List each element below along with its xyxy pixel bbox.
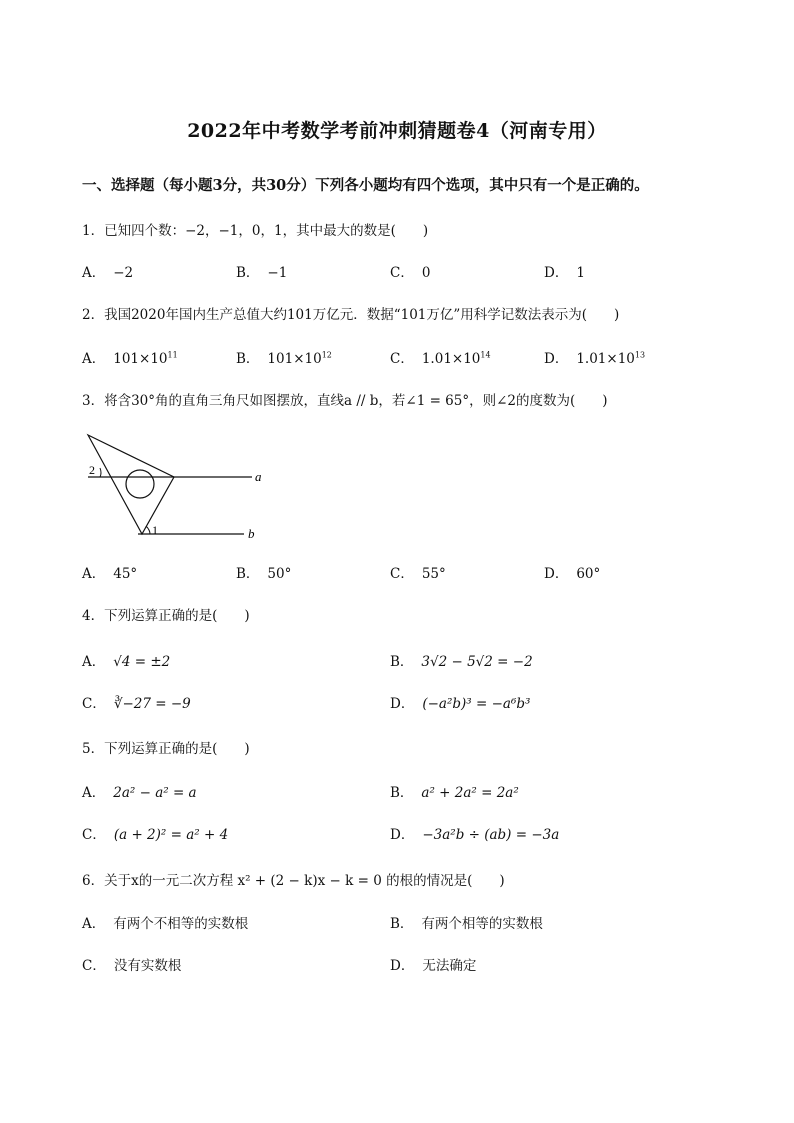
option-text: 55° <box>421 566 446 582</box>
option-text: 3√2 − 5√2 = −2 <box>421 654 533 670</box>
q6-option-b[interactable] <box>390 912 543 932</box>
option-text: 1 <box>576 265 585 281</box>
q1-option-b[interactable] <box>236 261 287 281</box>
option-exponent: 11 <box>167 350 178 360</box>
option-exponent: 13 <box>634 350 646 360</box>
option-text: 有两个相等的实数根 <box>421 916 543 932</box>
label-line-a: a <box>255 469 262 484</box>
option-text: √4 = ±2 <box>113 654 171 670</box>
option-text: 60° <box>576 566 601 582</box>
option-text: (a + 2)² = a² + 4 <box>113 827 229 843</box>
q2-option-c[interactable] <box>390 347 491 367</box>
option-letter: A． <box>82 265 106 281</box>
option-text: 50° <box>267 566 292 582</box>
option-letter: A． <box>82 351 106 367</box>
q5-option-c[interactable] <box>82 823 228 843</box>
q2-option-a[interactable] <box>82 347 178 367</box>
option-exponent: 14 <box>480 350 491 360</box>
q4-option-a[interactable] <box>82 650 170 670</box>
option-letter: B． <box>236 566 260 582</box>
label-line-b: b <box>248 526 255 541</box>
angle-1-arc <box>146 526 150 534</box>
option-text: −3a²b ÷ (ab) = −3a <box>422 827 560 843</box>
q5-option-d[interactable] <box>390 823 559 843</box>
question-4-stem: 4．下列运算正确的是( ) <box>82 608 250 624</box>
q5-option-b[interactable] <box>390 781 519 801</box>
option-base: 1.01×10 <box>576 351 635 367</box>
page-title: 2022年中考数学考前冲刺猜题卷4（河南专用） <box>187 120 607 142</box>
option-text: (−a²b)³ = −a⁶b³ <box>422 696 531 712</box>
option-base: 101×10 <box>267 351 322 367</box>
question-3-stem: 3．将含30°角的直角三角尺如图摆放，直线a // b，若∠1 = 65°，则∠2的度数为( ) <box>82 393 608 409</box>
option-letter: C． <box>82 958 106 974</box>
option-letter: C． <box>390 351 414 367</box>
option-letter: A． <box>82 916 106 932</box>
option-letter: D． <box>544 566 569 582</box>
option-letter: C． <box>390 566 414 582</box>
question-6-stem: 6．关于x的一元二次方程 x² + (2 − k)x − k = 0 的根的情况是( ) <box>82 873 505 889</box>
option-letter: B． <box>236 265 260 281</box>
option-text: ∛−27 = −9 <box>113 696 191 712</box>
option-letter: A． <box>82 654 106 670</box>
option-base: 1.01×10 <box>421 351 481 367</box>
option-text: a² + 2a² = 2a² <box>421 785 519 801</box>
q3-option-b[interactable] <box>236 562 291 582</box>
option-letter: A． <box>82 566 106 582</box>
option-letter: A． <box>82 785 106 801</box>
q2-option-d[interactable] <box>544 347 645 367</box>
option-letter: B． <box>390 785 414 801</box>
option-text: 0 <box>421 265 431 281</box>
option-text: 有两个不相等的实数根 <box>113 916 249 932</box>
option-letter: C． <box>82 827 106 843</box>
option-letter: C． <box>390 265 414 281</box>
angle-2-arc <box>100 468 101 477</box>
option-text: −1 <box>267 265 288 281</box>
section-heading: 一、选择题（每小题3分，共30分）下列各小题均有四个选项，其中只有一个是正确的。 <box>82 177 649 194</box>
option-letter: D． <box>390 827 415 843</box>
option-letter: D． <box>390 696 415 712</box>
q6-option-c[interactable] <box>82 954 181 974</box>
option-letter: D． <box>544 265 569 281</box>
option-letter: B． <box>390 654 414 670</box>
option-letter: B． <box>390 916 414 932</box>
q2-option-b[interactable] <box>236 347 332 367</box>
q1-option-c[interactable] <box>390 261 430 281</box>
q1-option-d[interactable] <box>544 261 585 281</box>
triangle-ruler <box>88 435 174 534</box>
option-letter: C． <box>82 696 106 712</box>
label-angle-2: 2 <box>89 463 95 477</box>
q3-option-a[interactable] <box>82 562 137 582</box>
option-text: 2a² − a² = a <box>113 785 197 801</box>
question-2-stem: 2．我国2020年国内生产总值大约101万亿元．数据“101万亿”用科学记数法表示为( ) <box>82 307 620 323</box>
label-angle-1: 1 <box>152 523 158 537</box>
option-exponent: 12 <box>321 350 332 360</box>
ruler-hole <box>126 470 154 498</box>
option-letter: D． <box>544 351 569 367</box>
option-letter: D． <box>390 958 415 974</box>
option-text: 45° <box>113 566 138 582</box>
option-text: 无法确定 <box>422 958 477 974</box>
option-letter: B． <box>236 351 260 367</box>
question-5-stem: 5．下列运算正确的是( ) <box>82 741 250 757</box>
q6-option-d[interactable] <box>390 954 476 974</box>
q6-option-a[interactable] <box>82 912 248 932</box>
q4-option-c[interactable] <box>82 692 191 712</box>
q3-option-d[interactable] <box>544 562 600 582</box>
option-text: −2 <box>113 265 134 281</box>
option-base: 101×10 <box>113 351 168 367</box>
q5-option-a[interactable] <box>82 781 197 801</box>
q4-option-d[interactable] <box>390 692 530 712</box>
triangle-ruler-figure <box>84 430 274 545</box>
option-text: 没有实数根 <box>113 958 182 974</box>
q1-option-a[interactable] <box>82 261 133 281</box>
q4-option-b[interactable] <box>390 650 533 670</box>
q3-option-c[interactable] <box>390 562 446 582</box>
question-1-stem: 1．已知四个数：−2，−1，0，1，其中最大的数是( ) <box>82 223 429 239</box>
